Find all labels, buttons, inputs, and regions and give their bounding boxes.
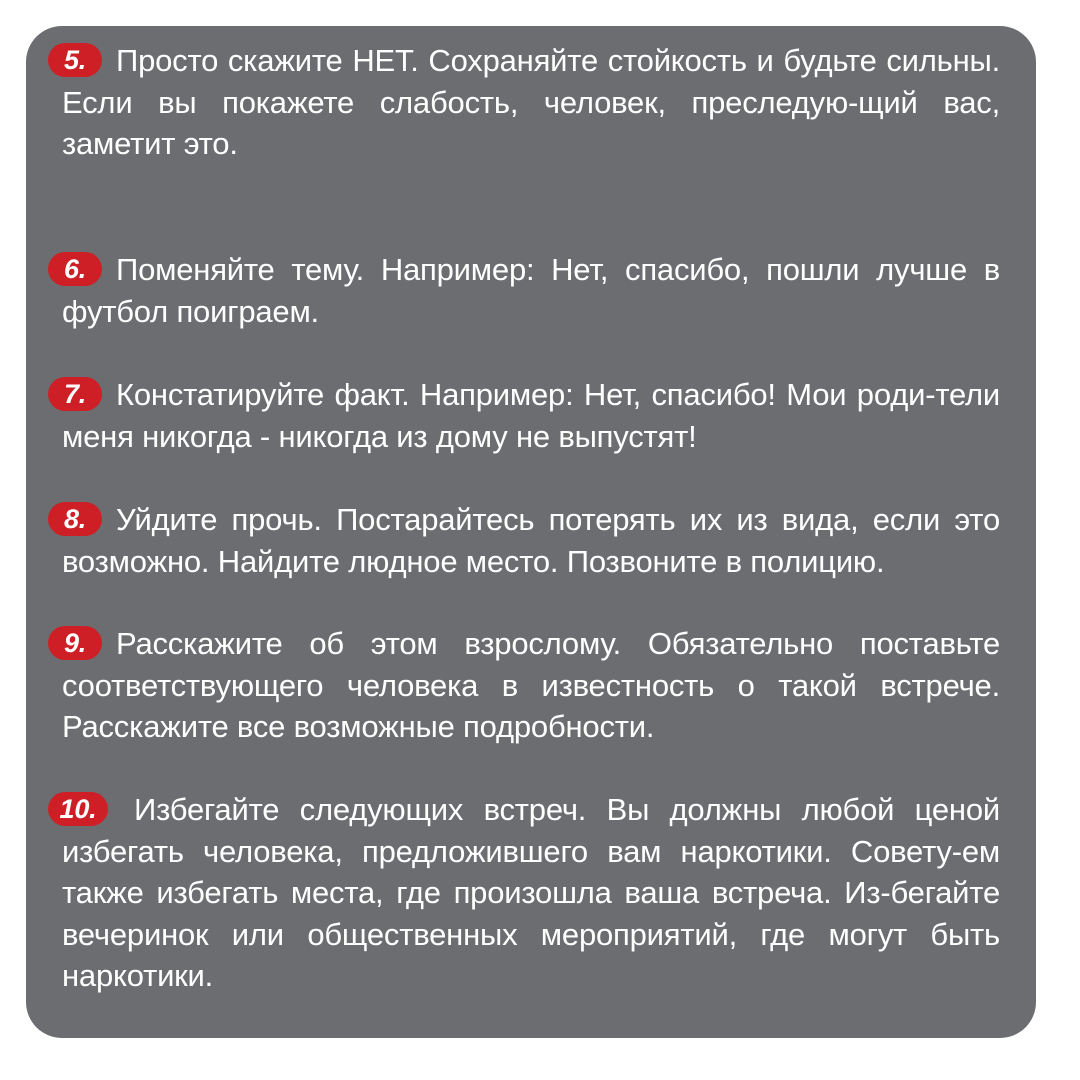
tip-number-badge: 7. xyxy=(48,377,102,411)
tip-item-7 xyxy=(62,374,1000,457)
tip-item-8 xyxy=(62,499,1000,582)
tip-number-badge: 8. xyxy=(48,502,102,536)
tip-number-badge: 5. xyxy=(48,43,102,77)
tip-item-9 xyxy=(62,623,1000,748)
tip-item-10 xyxy=(59,789,1000,997)
tip-text: Поменяйте тему. Например: Нет, спасибо, пошли лучше в футбол поиграем. xyxy=(62,252,1000,329)
tip-text: Уйдите прочь. Постарайтесь потерять их из вида, если это возможно. Найдите людное место. Позвоните в полицию. xyxy=(62,502,1000,579)
tip-item-5 xyxy=(62,40,1000,165)
tip-text: Избегайте следующих встреч. Вы должны любой ценой избегать человека, предложившего вам наркотики. Совету-ем также избегать места, где произошла ваша встреча. Из-бегайте вечеринок или общественных мероприятий, где могут быть наркотики. xyxy=(62,792,1000,993)
tip-text: Констатируйте факт. Например: Нет, спасибо! Мои роди-тели меня никогда - никогда из дому не выпустят! xyxy=(62,377,1000,454)
tip-number-badge: 9. xyxy=(48,626,102,660)
tip-item-6 xyxy=(62,249,1000,332)
tip-text: Расскажите об этом взрослому. Обязательно поставьте соответствующего человека в известность о такой встрече. Расскажите все возможные подробности. xyxy=(62,626,1000,744)
tip-number-badge: 6. xyxy=(48,252,102,286)
tip-text: Просто скажите НЕТ. Сохраняйте стойкость и будьте сильны. Если вы покажете слабость, человек, преследую-щий вас, заметит это. xyxy=(62,43,1000,161)
tip-number-badge: 10. xyxy=(48,792,108,826)
